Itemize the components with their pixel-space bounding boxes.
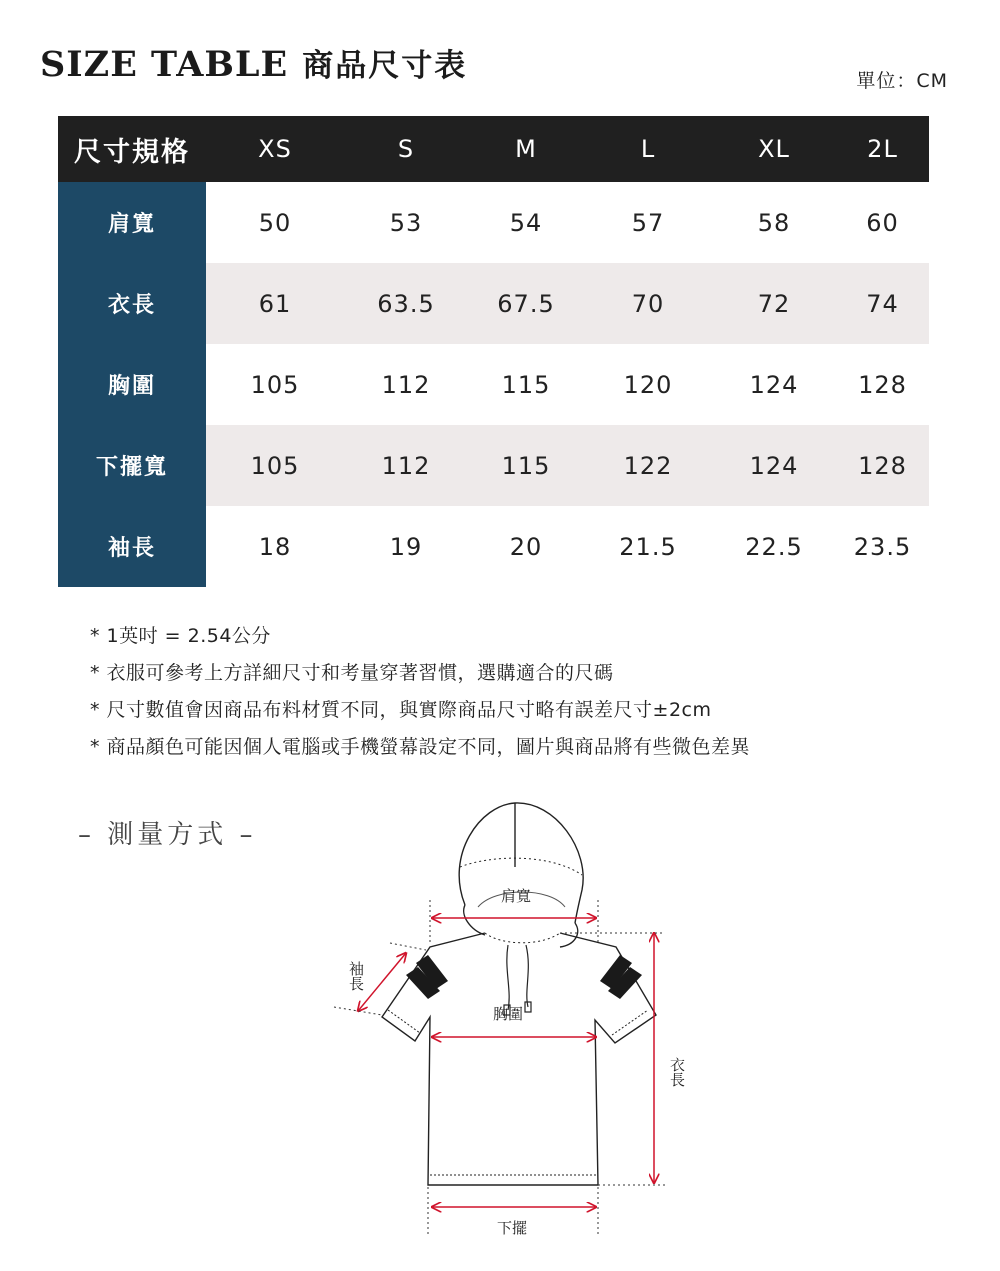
size-col-s: S <box>344 116 468 182</box>
table-cell: 105 <box>206 425 344 506</box>
table-cell: 112 <box>381 370 431 399</box>
table-cell: 72 <box>712 263 836 344</box>
table-cell: 50 <box>258 208 292 237</box>
table-cell: 21.5 <box>619 532 677 561</box>
table-cell: 115 <box>468 425 584 506</box>
unit-label: 單位：CM <box>856 70 948 92</box>
table-row <box>58 263 929 344</box>
size-spec-header: 尺寸規格 <box>58 116 206 182</box>
row-label-sleeve: 袖長 <box>58 506 206 587</box>
table-row <box>58 182 929 263</box>
table-cell: 128 <box>858 370 907 399</box>
table-cell: 124 <box>712 425 836 506</box>
size-col-m: M <box>468 116 584 182</box>
row-label-hem: 下擺寬 <box>58 425 206 506</box>
table-cell: 23.5 <box>853 532 912 561</box>
table-cell: 70 <box>584 263 712 344</box>
table-cell: 67.5 <box>468 263 584 344</box>
measurement-arrows <box>358 918 654 1207</box>
row-label-chest: 胸圍 <box>58 344 206 425</box>
size-col-xl: XL <box>712 116 836 182</box>
table-cell: 124 <box>749 370 799 399</box>
title-english: SIZE TABLE <box>40 44 289 85</box>
table-cell: 18 <box>258 532 292 561</box>
table-cell: 54 <box>509 208 543 237</box>
table-row <box>58 425 929 506</box>
note-item: * 尺寸數值會因商品布料材質不同，與實際商品尺寸略有誤差尺寸±2cm <box>90 699 712 721</box>
size-col-2l: 2L <box>836 116 929 182</box>
row-label-shoulder: 肩寬 <box>58 182 206 263</box>
note-item: * 衣服可參考上方詳細尺寸和考量穿著習慣，選購適合的尺碼 <box>90 662 614 684</box>
size-col-xs: XS <box>206 116 344 182</box>
hood-outline <box>459 803 583 947</box>
page-title <box>40 40 467 84</box>
label-chest: 胸圍 <box>492 1005 524 1023</box>
label-shoulder: 肩寬 <box>500 887 532 905</box>
note-item: * 商品顏色可能因個人電腦或手機螢幕設定不同，圖片與商品將有些微色差異 <box>90 736 751 758</box>
table-cell: 63.5 <box>344 263 468 344</box>
table-row <box>58 506 929 587</box>
table-cell: 19 <box>389 532 423 561</box>
sleeve-stripes <box>406 955 642 999</box>
label-sleeve: 袖長 <box>347 961 365 991</box>
hoodie-diagram-svg <box>320 795 720 1255</box>
table-cell: 112 <box>344 425 468 506</box>
table-cell: 57 <box>631 208 665 237</box>
note-item: * 1英吋 = 2.54公分 <box>90 625 271 647</box>
size-header-row <box>58 116 929 182</box>
table-cell: 53 <box>389 208 423 237</box>
table-cell: 105 <box>250 370 300 399</box>
table-row <box>58 344 929 425</box>
title-chinese: 商品尺寸表 <box>302 48 468 84</box>
row-label-length: 衣長 <box>58 263 206 344</box>
size-table <box>58 116 929 587</box>
table-cell: 20 <box>509 532 543 561</box>
table-cell: 60 <box>866 208 899 237</box>
table-cell: 115 <box>501 370 551 399</box>
table-cell: 74 <box>836 263 929 344</box>
table-cell: 61 <box>206 263 344 344</box>
table-cell: 128 <box>836 425 929 506</box>
label-length: 衣長 <box>668 1057 686 1087</box>
size-col-l: L <box>584 116 712 182</box>
table-cell: 122 <box>584 425 712 506</box>
table-cell: 120 <box>623 370 673 399</box>
notes-list <box>90 618 750 766</box>
table-cell: 58 <box>757 208 791 237</box>
measurement-title: – 測量方式 – <box>78 820 257 850</box>
table-cell: 22.5 <box>745 532 803 561</box>
hoodie-measurement-diagram <box>320 795 720 1255</box>
label-hem: 下擺 <box>496 1219 528 1237</box>
